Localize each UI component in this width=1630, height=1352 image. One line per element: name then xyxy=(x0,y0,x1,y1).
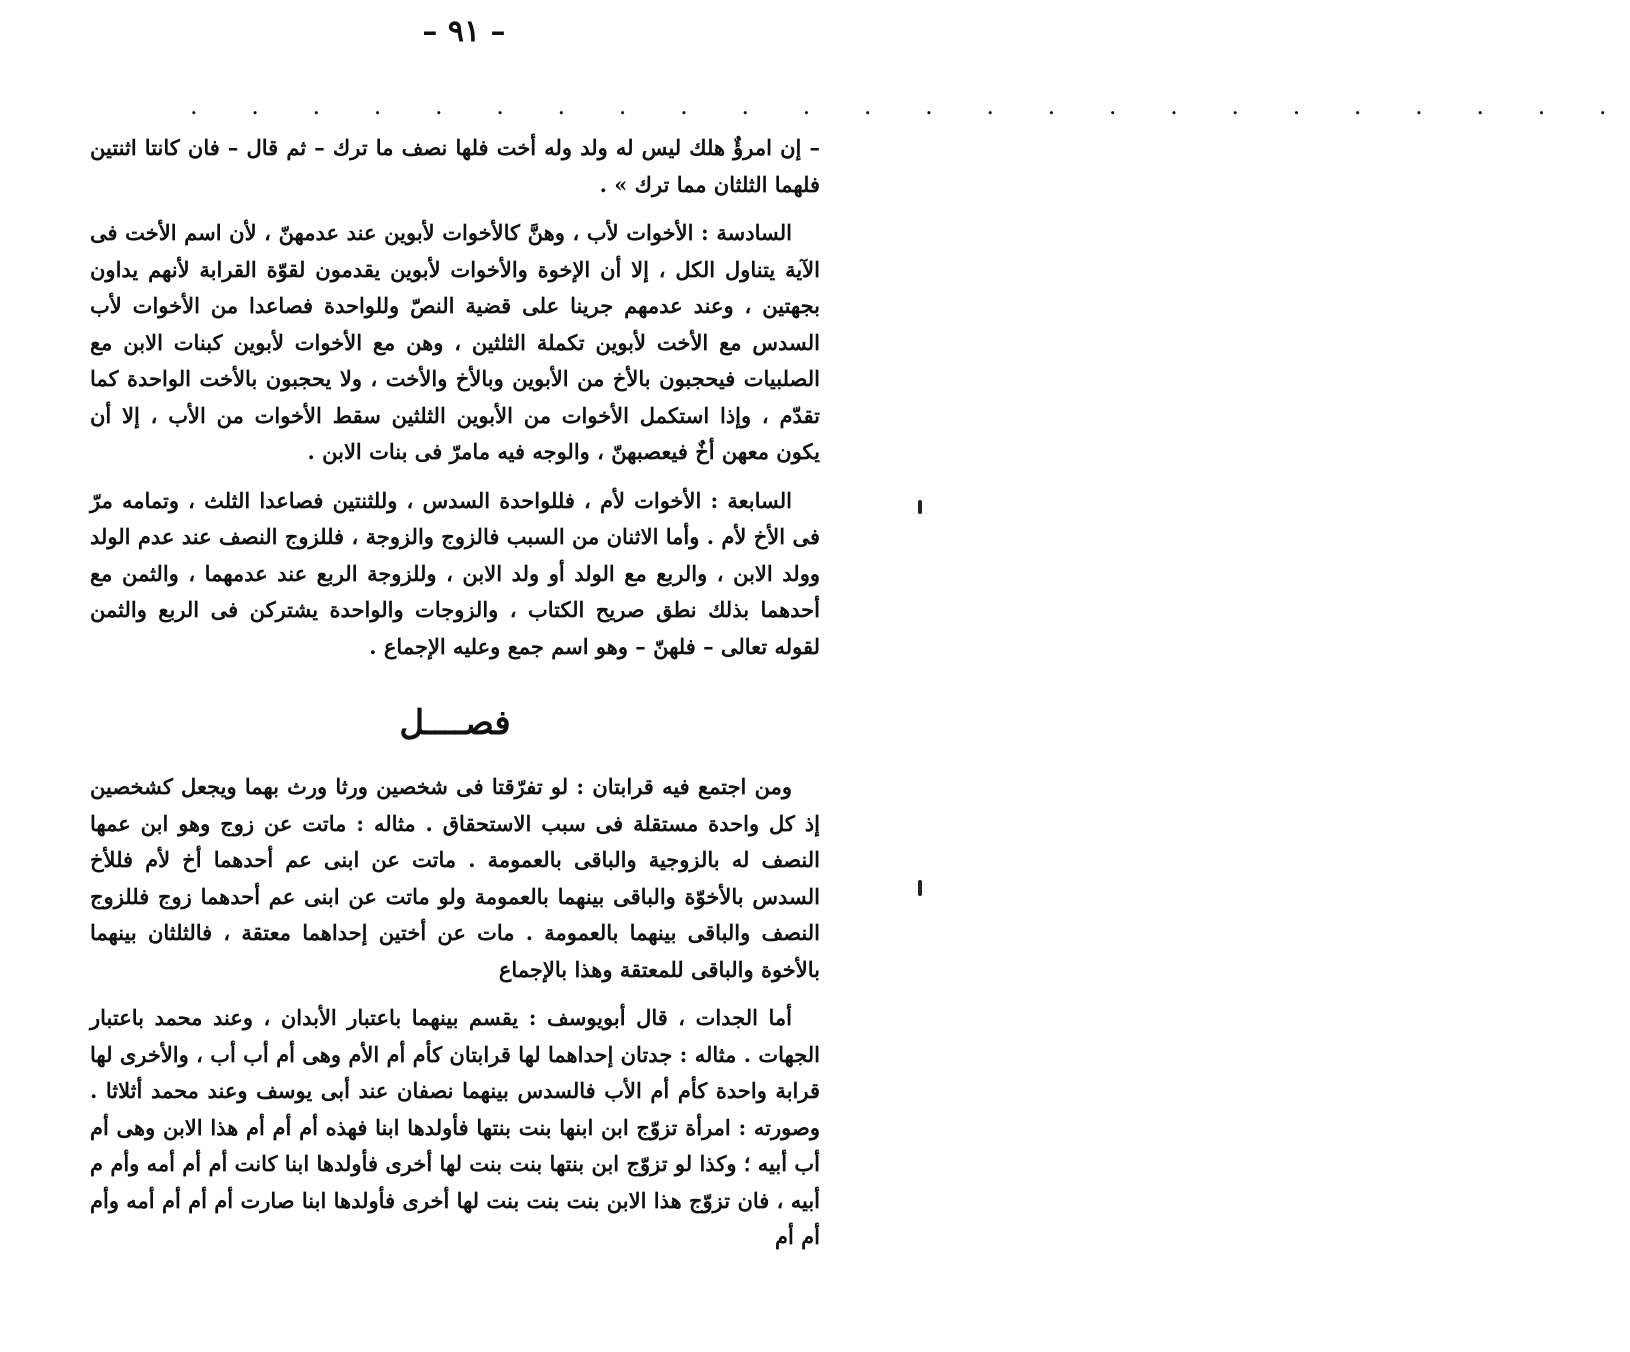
paragraph-quote: – إن امرؤٌ هلك ليس له ولد وله أخت فلها نصف ما ترك – ثم قال – فان كانتا اثنتين فلهما الثلثان مما ترك » . xyxy=(90,135,820,197)
paragraph-two-kinships: ومن اجتمع فيه قرابتان : لو تفرّقتا فى شخصين ورثا ورث بهما ويجعل كشخصين إذ كل واحدة مستقلة فى سبب الاستحقاق . مثاله : ماتت عن زوج وهو ابن عمها النصف له بالزوجية والباقى بالعمومة . ماتت عن ابنى عم أحدهما أخ لأم فللأخ السدس بالأخوّة والباقى بينهما بالعمومة ولو ماتت عن ابنى عم أحدهما زوج فللزوج النصف والباقى بينهما بالعمومة . مات عن أختين إحداهما معتقة ، فالثلثان بينهما بالأخوة والباقى للمعتقة وهذا بالإجماع xyxy=(90,774,820,982)
dotted-separator: . . . . . . . . . . . . . . . . . . . . . . . . xyxy=(190,92,1630,120)
margin-mark-bottom xyxy=(918,880,922,896)
paragraph-sixth: السادسة : الأخوات لأب ، وهنَّ كالأخوات لأبوين عند عدمهنّ ، لأن اسم الأخت فى الآية يتناول الكل ، إلا أن الإخوة والأخوات لأبوين يقدمون لقوّة القرابة لأنهم يداون بجهتين ، وعند عدمهم جرينا على قضية النصّ وللواحدة فصاعدا من الأخوات لأب السدس مع الأخت لأبوين تكملة الثلثين ، وهن مع الأخوات لأبوين كبنات الابن مع الصلبيات فيحجبون بالأخ من الأبوين وبالأخ والأخت ، ولا يحجبون بالأخت الواحدة كما تقدّم ، وإذا استكمل الأخوات من الأبوين الثلثين سقط الأخوات من الأب ، إلا أن يكون معهن أخٌ فيعصبهنّ ، والوجه فيه مامرّ فى بنات الابن . xyxy=(90,220,820,464)
page-number: – ٩١ – xyxy=(422,14,506,49)
margin-mark-top xyxy=(918,500,922,514)
paragraph-seventh: السابعة : الأخوات لأم ، فللواحدة السدس ، وللثنتين فصاعدا الثلث ، وتمامه مرّ فى الأخ لأم . وأما الاثنان من السبب فالزوج والزوجة ، فللزوج النصف عند عدم الولد وولد الابن ، والربع مع الولد أو ولد الابن ، وللزوجة الربع عند عدمهما ، والثمن مع أحدهما بذلك نطق صريح الكتاب ، والزوجات والواحدة يشتركن فى الربع والثمن لقوله تعالى – فلهنّ – وهو اسم جمع وعليه الإجماع . xyxy=(90,487,820,659)
page-body xyxy=(90,130,820,1268)
section-heading: فصــــل xyxy=(399,703,511,743)
paragraph-grandmothers: أما الجدات ، قال أبويوسف : يقسم بينهما باعتبار الأبدان ، وعند محمد باعتبار الجهات . مثاله : جدتان إحداهما لها قرابتان كأم أم الأم وهى أم أب أب ، والأخرى لها قرابة واحدة كأم أم الأب فالسدس بينهما نصفان عند أبى يوسف وعند محمد أثلاثا . وصورته : امرأة تزوّج ابن ابنها بنت بنتها فأولدها ابنا فهذه أم أم أم هذا الابن وهى أم أب أبيه ؛ وكذا لو تزوّج ابن بنتها بنت بنت لها أخرى فأولدها ابنا كانت أم أم أمه وأم م أبيه ، فان تزوّج هذا الابن بنت بنت بنت لها أخرى فأولدها ابنا صارت أم أم أم أمه وأم أم أم xyxy=(90,1005,820,1249)
